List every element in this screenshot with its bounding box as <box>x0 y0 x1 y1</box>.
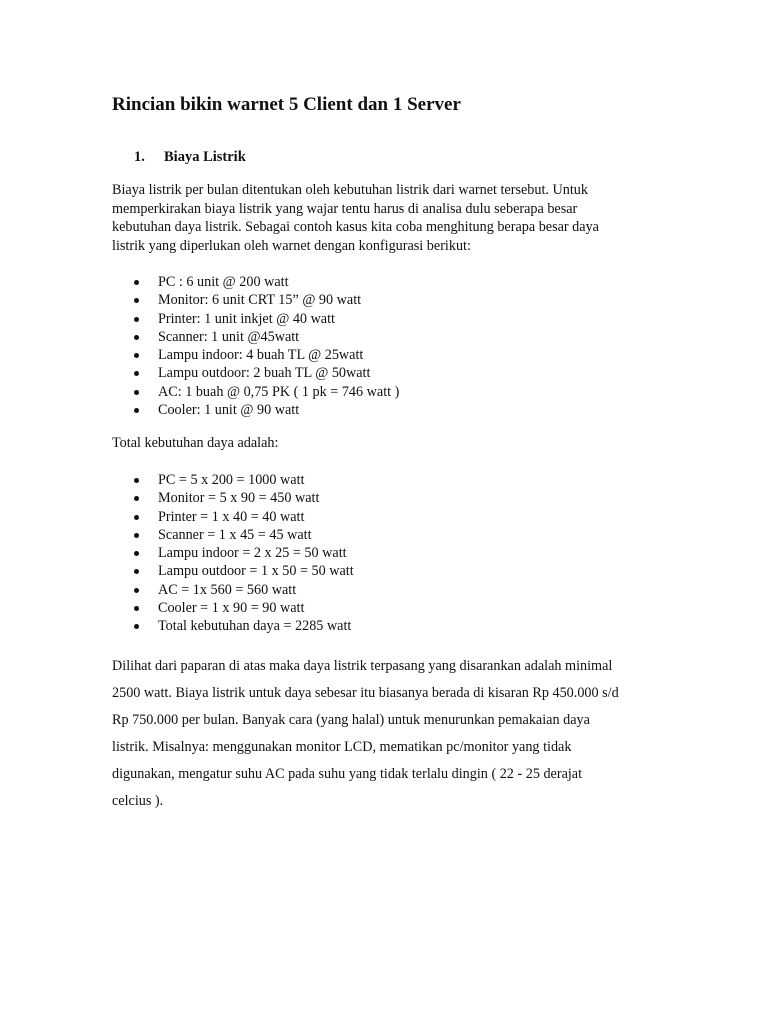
list-item <box>112 273 399 291</box>
list-item <box>112 291 399 309</box>
list-item-text: PC : 6 unit @ 200 watt <box>158 274 289 290</box>
list-item-text: Scanner: 1 unit @45watt <box>158 328 300 345</box>
paragraph-line: listrik. Misalnya: menggunakan monitor LCD, mematikan pc/monitor yang tidak <box>112 739 572 755</box>
paragraph-line: kebutuhan daya listrik. Sebagai contoh kasus kita coba menghitung berapa besar daya <box>112 219 599 235</box>
bullet-icon <box>134 551 139 556</box>
list-item <box>112 328 399 346</box>
equipment-list <box>112 273 399 419</box>
list-item <box>112 599 354 617</box>
bullet-icon <box>134 496 139 501</box>
bullet-icon <box>134 515 139 520</box>
bullet-icon <box>134 533 139 538</box>
list-item <box>112 581 354 599</box>
bullet-icon <box>134 298 139 303</box>
bullet-icon <box>134 569 139 574</box>
list-item-text: Lampu outdoor = 1 x 50 = 50 watt <box>158 563 354 580</box>
list-item <box>112 617 354 635</box>
power-total-list <box>112 471 354 636</box>
section-heading <box>134 148 246 166</box>
list-item-text: Total kebutuhan daya = 2285 watt <box>158 618 352 635</box>
paragraph-intro <box>112 181 652 255</box>
list-item-text: Lampu indoor = 2 x 25 = 50 watt <box>158 545 347 562</box>
bullet-icon <box>134 371 139 376</box>
list-item-text: Lampu indoor: 4 buah TL @ 25watt <box>158 347 364 364</box>
list-item-text: AC: 1 buah @ 0,75 PK ( 1 pk = 746 watt ) <box>158 383 400 400</box>
list-item-text: Scanner = 1 x 45 = 45 watt <box>158 526 312 543</box>
list-item <box>112 544 354 562</box>
bullet-icon <box>134 335 139 340</box>
list-item <box>112 489 354 507</box>
document-title: Rincian bikin warnet 5 Client dan 1 Server <box>112 94 461 115</box>
bullet-icon <box>134 478 139 483</box>
bullet-icon <box>134 588 139 593</box>
paragraph-line: memperkirakan biaya listrik yang wajar tentu harus di analisa dulu seberapa besar <box>112 200 578 217</box>
list-item <box>112 383 399 401</box>
list-item <box>112 471 354 489</box>
paragraph-line: Dilihat dari paparan di atas maka daya listrik terpasang yang disarankan adalah minimal <box>112 658 613 674</box>
list-item-text: Lampu outdoor: 2 buah TL @ 50watt <box>158 365 371 382</box>
paragraph-line: celcius ). <box>112 793 164 809</box>
list-item-text: AC = 1x 560 = 560 watt <box>158 581 297 598</box>
bullet-icon <box>134 606 139 611</box>
list-item-text: Cooler: 1 unit @ 90 watt <box>158 402 300 419</box>
bullet-icon <box>134 280 139 285</box>
bullet-icon <box>134 317 139 322</box>
bullet-icon <box>134 408 139 413</box>
paragraph-line: digunakan, mengatur suhu AC pada suhu yang tidak terlalu dingin ( 22 - 25 derajat <box>112 766 583 782</box>
list-item-text: Monitor = 5 x 90 = 450 watt <box>158 490 320 507</box>
list-item-text: Monitor: 6 unit CRT 15” @ 90 watt <box>158 292 362 309</box>
paragraph-line: Rp 750.000 per bulan. Banyak cara (yang halal) untuk menurunkan pemakaian daya <box>112 712 590 728</box>
list-item <box>112 346 399 364</box>
list-item-text: Printer: 1 unit inkjet @ 40 watt <box>158 310 335 327</box>
list-item-text: Printer = 1 x 40 = 40 watt <box>158 508 305 525</box>
paragraph-line: 2500 watt. Biaya listrik untuk daya sebesar itu biasanya berada di kisaran Rp 450.000 s/d <box>112 685 619 701</box>
bullet-icon <box>134 353 139 358</box>
paragraph-line: listrik yang diperlukan oleh warnet dengan konfigurasi berikut: <box>112 237 471 254</box>
list-item <box>112 401 399 419</box>
list-item <box>112 562 354 580</box>
list-item <box>112 310 399 328</box>
section-heading-text: Biaya Listrik <box>164 149 246 165</box>
paragraph-conclusion <box>112 653 652 815</box>
list-item <box>112 364 399 382</box>
list-item <box>112 526 354 544</box>
paragraph-line: Biaya listrik per bulan ditentukan oleh kebutuhan listrik dari warnet tersebut. Untuk <box>112 182 588 198</box>
paragraph-total: Total kebutuhan daya adalah: <box>112 435 279 451</box>
list-item-text: PC = 5 x 200 = 1000 watt <box>158 472 305 488</box>
section-number: 1. <box>134 149 145 165</box>
bullet-icon <box>134 624 139 629</box>
list-item <box>112 508 354 526</box>
list-item-text: Cooler = 1 x 90 = 90 watt <box>158 600 305 617</box>
bullet-icon <box>134 390 139 395</box>
